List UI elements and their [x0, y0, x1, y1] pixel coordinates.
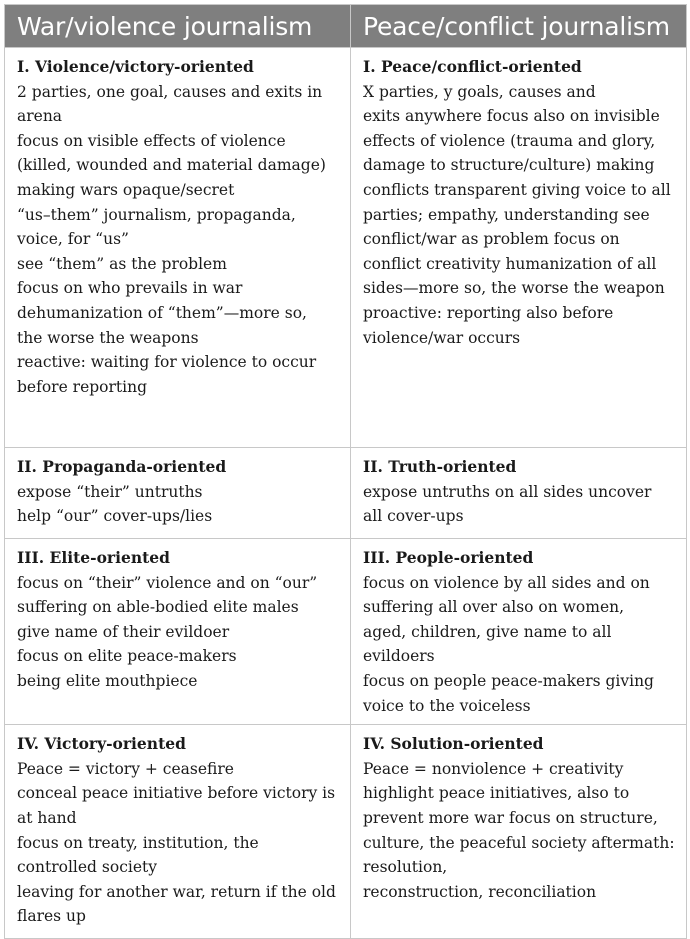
cell-text-line: conflicts transparent giving voice to all: [363, 180, 671, 199]
section-title: III. Elite-oriented: [17, 548, 170, 567]
cell-text-line: highlight peace initiatives, also to: [363, 784, 630, 803]
cell-text-line: focus on violence by all sides and on: [363, 573, 650, 592]
table-body: [5, 48, 687, 939]
peace-journalism-cell: [351, 448, 687, 539]
section-title: III. People-oriented: [363, 548, 534, 567]
cell-text-line: focus on elite peace-makers: [17, 647, 237, 666]
cell-text-line: (killed, wounded and material damage): [17, 156, 326, 175]
cell-text-line: focus on treaty, institution, the: [17, 833, 259, 852]
war-journalism-cell: [5, 448, 351, 539]
cell-text-line: “us–them” journalism, propaganda,: [17, 205, 296, 224]
section-title: I. Violence/victory-oriented: [17, 57, 254, 76]
section-title: I. Peace/conflict-oriented: [363, 57, 582, 76]
cell-text-line: at hand: [17, 808, 77, 827]
cell-text-line: arena: [17, 107, 63, 126]
cell-text-line: reconstruction, reconciliation: [363, 882, 597, 901]
table-row: [5, 725, 687, 939]
cell-text-line: Peace = nonviolence + creativity: [363, 759, 624, 778]
section-title: IV. Solution-oriented: [363, 734, 544, 754]
cell-text-line: resolution,: [363, 858, 448, 877]
cell-text-line: conceal peace initiative before victory is: [17, 784, 336, 803]
cell-text-line: expose untruths on all sides uncover: [363, 482, 652, 501]
peace-journalism-cell: [351, 725, 687, 939]
cell-text-line: X parties, y goals, causes and: [363, 82, 596, 101]
cell-text-line: suffering all over also on women,: [363, 598, 625, 617]
cell-text-line: all cover-ups: [363, 507, 464, 526]
cell-text-line: 2 parties, one goal, causes and exits in: [17, 82, 323, 101]
header-war-violence: War/violence journalism: [5, 5, 351, 48]
cell-text-line: culture, the peaceful society aftermath:: [363, 833, 675, 852]
cell-text-line: Peace = victory + ceasefire: [17, 759, 234, 778]
section-title: IV. Victory-oriented: [17, 734, 186, 754]
peace-journalism-cell: [351, 48, 687, 448]
cell-text-line: exits anywhere focus also on invisible: [363, 107, 660, 126]
cell-text-line: see “them” as the problem: [17, 254, 227, 273]
header-peace-conflict: Peace/conflict journalism: [351, 5, 687, 48]
cell-text-line: dehumanization of “them”—more so,: [17, 303, 307, 322]
cell-text-line: reactive: waiting for violence to occur: [17, 353, 317, 372]
cell-text-line: sides—more so, the worse the weapon: [363, 279, 665, 298]
section-title: II. Truth-oriented: [363, 457, 517, 476]
header-row: [5, 5, 687, 48]
cell-text-line: give name of their evildoer: [17, 622, 230, 641]
cell-text-line: flares up: [17, 907, 86, 926]
table-header: [5, 5, 687, 48]
section-title: II. Propaganda-oriented: [17, 457, 227, 476]
war-journalism-cell: [5, 725, 351, 939]
comparison-table: [4, 4, 687, 939]
war-journalism-cell: [5, 48, 351, 448]
cell-text-line: the worse the weapons: [17, 328, 199, 347]
cell-text-line: proactive: reporting also before: [363, 303, 614, 322]
war-journalism-cell: [5, 539, 351, 725]
cell-text-line: aged, children, give name to all evildoers: [363, 622, 612, 666]
cell-text-line: focus on visible effects of violence: [17, 131, 286, 150]
cell-text-line: expose “their” untruths: [17, 482, 203, 501]
table-row: [5, 539, 687, 725]
cell-text-line: violence/war occurs: [363, 328, 521, 347]
table-row: [5, 448, 687, 539]
cell-text-line: prevent more war focus on structure,: [363, 808, 658, 827]
cell-text-line: effects of violence (trauma and glory,: [363, 131, 656, 150]
cell-text-line: controlled society: [17, 858, 157, 877]
cell-text-line: damage to structure/culture) making: [363, 156, 655, 175]
peace-journalism-cell: [351, 539, 687, 725]
cell-text-line: suffering on able-bodied elite males: [17, 598, 299, 617]
cell-text-line: voice to the voiceless: [363, 696, 531, 715]
cell-text-line: before reporting: [17, 377, 148, 396]
cell-text-line: making wars opaque/secret: [17, 180, 235, 199]
cell-text-line: focus on who prevails in war: [17, 279, 243, 298]
cell-text-line: parties; empathy, understanding see: [363, 205, 650, 224]
cell-text-line: being elite mouthpiece: [17, 671, 198, 690]
cell-text-line: focus on people peace-makers giving: [363, 671, 654, 690]
cell-text-line: voice, for “us”: [17, 230, 129, 249]
cell-text-line: help “our” cover-ups/lies: [17, 507, 213, 526]
cell-text-line: conflict/war as problem focus on: [363, 230, 620, 249]
cell-text-line: focus on “their” violence and on “our”: [17, 573, 318, 592]
cell-text-line: leaving for another war, return if the old: [17, 882, 336, 901]
table-row: [5, 48, 687, 448]
cell-text-line: conflict creativity humanization of all: [363, 254, 657, 273]
